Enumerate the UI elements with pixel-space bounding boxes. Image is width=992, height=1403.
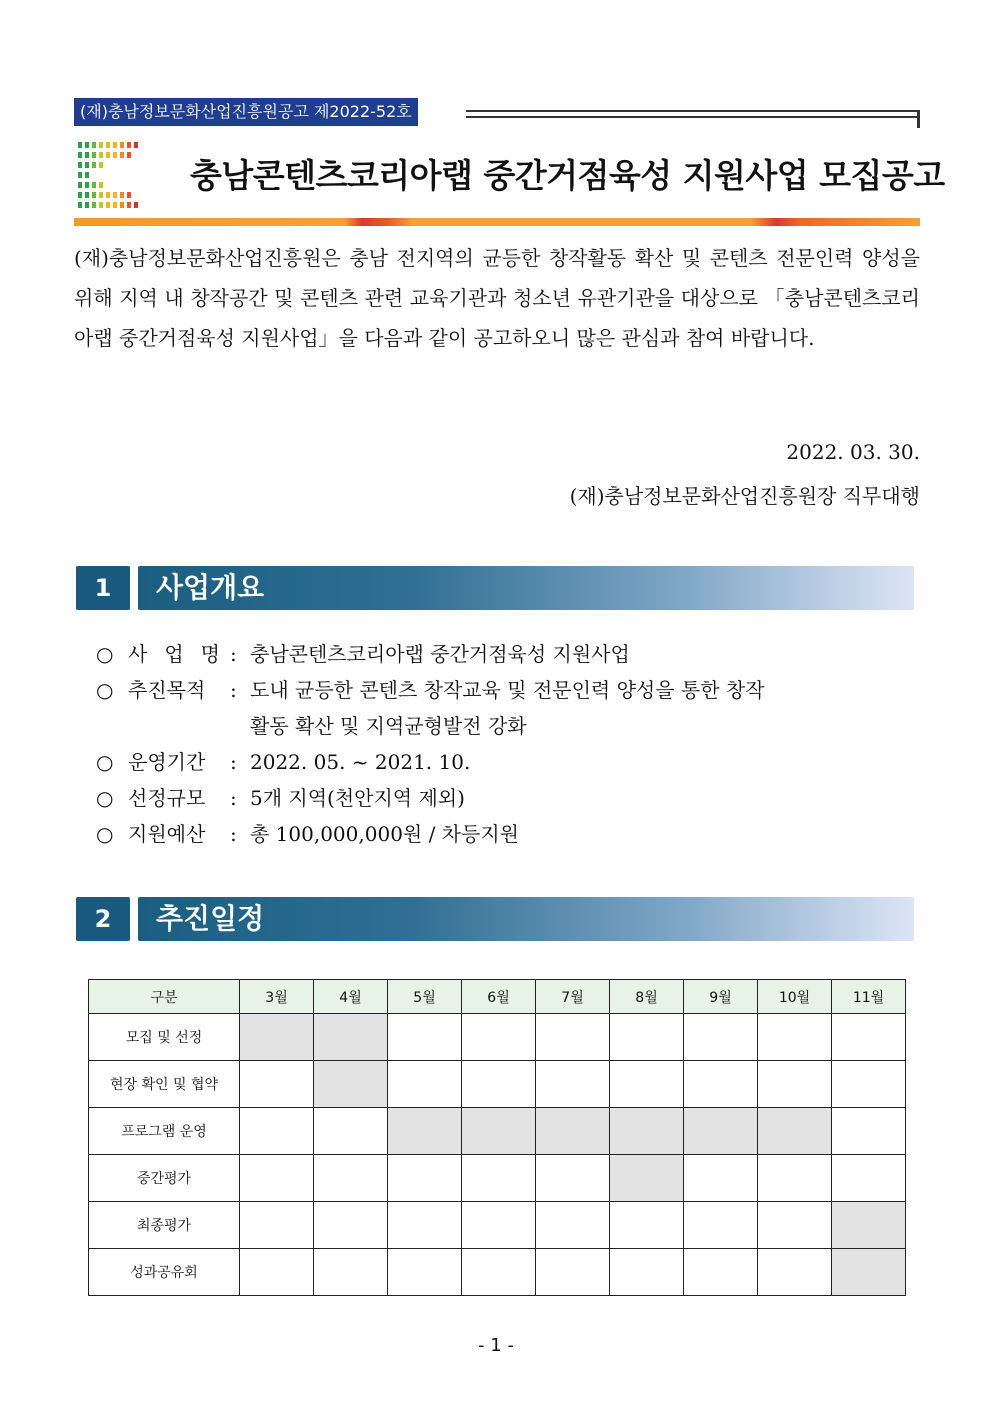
logo-dot	[120, 192, 124, 198]
section-title: 추진일정	[156, 902, 265, 935]
header-cell: 3월	[240, 980, 314, 1014]
organization-logo	[76, 140, 142, 210]
row-label: 현장 확인 및 협약	[89, 1061, 240, 1108]
item-value: 도내 균등한 콘텐츠 창작교육 및 전문인력 양성을 통한 창작	[250, 678, 765, 702]
schedule-cell-active	[314, 1061, 388, 1108]
schedule-cell	[462, 1249, 536, 1296]
logo-dot	[120, 142, 124, 148]
row-label: 성과공유회	[89, 1249, 240, 1296]
section-number: 2	[76, 897, 130, 941]
logo-dot	[85, 152, 89, 158]
logo-dot	[106, 152, 110, 158]
schedule-cell	[610, 1249, 684, 1296]
schedule-table	[88, 979, 906, 1296]
schedule-cell	[536, 1155, 610, 1202]
table-header-row	[89, 980, 906, 1014]
logo-dot	[92, 152, 96, 158]
schedule-cell-active	[240, 1014, 314, 1061]
bullet-icon: ○	[96, 786, 114, 810]
logo-dot	[120, 202, 124, 208]
schedule-cell	[832, 1061, 906, 1108]
item-label	[128, 816, 220, 852]
logo-dot	[127, 202, 131, 208]
schedule-cell	[832, 1155, 906, 1202]
logo-dot	[92, 182, 96, 188]
schedule-cell	[610, 1014, 684, 1061]
bullet-icon: ○	[96, 642, 114, 666]
schedule-cell-active	[462, 1108, 536, 1155]
schedule-cell-active	[684, 1108, 758, 1155]
logo-dot	[92, 192, 96, 198]
header-cell: 6월	[462, 980, 536, 1014]
logo-dot	[99, 202, 103, 208]
item-value-continued: 활동 확산 및 지역균형발전 강화	[250, 714, 527, 738]
schedule-cell	[536, 1061, 610, 1108]
schedule-cell	[388, 1202, 462, 1249]
schedule-cell	[684, 1014, 758, 1061]
item-colon: :	[230, 642, 237, 666]
schedule-cell-active	[314, 1014, 388, 1061]
table-row	[89, 1108, 906, 1155]
schedule-cell	[462, 1155, 536, 1202]
list-item	[96, 780, 916, 816]
schedule-cell	[240, 1249, 314, 1296]
notice-number: (재)충남정보문화산업진흥원공고 제2022-52호	[74, 98, 418, 126]
logo-dot	[127, 142, 131, 148]
schedule-cell	[314, 1249, 388, 1296]
table-row	[89, 1249, 906, 1296]
item-label-text: 지원예산	[128, 822, 206, 846]
schedule-cell	[388, 1014, 462, 1061]
item-label-text: 선정규모	[128, 786, 206, 810]
page-title: 충남콘텐츠코리아랩 중간거점육성 지원사업 모집공고	[190, 156, 945, 195]
item-label-text: 추진목적	[128, 678, 206, 702]
bullet-icon: ○	[96, 750, 114, 774]
schedule-cell-active	[610, 1155, 684, 1202]
schedule-cell	[684, 1249, 758, 1296]
title-underline	[74, 218, 920, 226]
section-header-overview	[76, 566, 914, 610]
list-item	[96, 744, 916, 780]
schedule-cell	[536, 1014, 610, 1061]
row-label: 중간평가	[89, 1155, 240, 1202]
table-row	[89, 1155, 906, 1202]
schedule-cell	[832, 1108, 906, 1155]
header-rule	[466, 110, 920, 112]
overview-list	[96, 636, 916, 852]
item-label-text: 운영기간	[128, 750, 206, 774]
header-cell: 9월	[684, 980, 758, 1014]
logo-dot	[78, 202, 82, 208]
logo-dot	[99, 142, 103, 148]
schedule-cell	[610, 1202, 684, 1249]
logo-dot	[85, 172, 89, 178]
schedule-cell	[758, 1249, 832, 1296]
logo-dot	[78, 172, 82, 178]
logo-dot	[99, 182, 103, 188]
schedule-cell	[684, 1155, 758, 1202]
schedule-cell	[462, 1014, 536, 1061]
list-item	[96, 816, 916, 852]
schedule-cell	[610, 1061, 684, 1108]
schedule-cell	[536, 1249, 610, 1296]
logo-dot	[99, 192, 103, 198]
header-rule-end	[917, 110, 920, 128]
logo-dot	[106, 142, 110, 148]
bullet-icon: ○	[96, 822, 114, 846]
list-item	[96, 636, 916, 672]
item-colon: :	[230, 750, 237, 774]
logo-dot	[99, 152, 103, 158]
schedule-cell	[758, 1155, 832, 1202]
section-title: 사업개요	[156, 571, 265, 604]
schedule-cell	[388, 1155, 462, 1202]
intro-paragraph: (재)충남정보문화산업진흥원은 충남 전지역의 균등한 창작활동 확산 및 콘텐츠 전문인력 양성을 위해 지역 내 창작공간 및 콘텐츠 관련 교육기관과 청소년 유관기관을 대상으로 「충남콘텐츠코리아랩 중간거점육성 지원사업」을 다음과 같이 공고하오니 많은 관심과 참여 바랍니다.	[74, 246, 920, 350]
logo-dot	[78, 182, 82, 188]
logo-dot	[106, 202, 110, 208]
logo-dot	[92, 142, 96, 148]
item-colon: :	[230, 786, 237, 810]
logo-dot	[78, 162, 82, 168]
schedule-cell-active	[832, 1249, 906, 1296]
header-cell: 8월	[610, 980, 684, 1014]
logo-dot	[113, 192, 117, 198]
header-cell: 4월	[314, 980, 388, 1014]
header-rule-secondary	[466, 116, 920, 118]
schedule-cell	[314, 1202, 388, 1249]
schedule-cell	[758, 1061, 832, 1108]
logo-dot	[120, 152, 124, 158]
schedule-cell	[684, 1061, 758, 1108]
bullet-icon: ○	[96, 678, 114, 702]
header-cell: 10월	[758, 980, 832, 1014]
logo-dot	[99, 162, 103, 168]
logo-dot	[134, 142, 138, 148]
schedule-cell	[758, 1202, 832, 1249]
row-label: 프로그램 운영	[89, 1108, 240, 1155]
item-label	[128, 780, 220, 816]
logo-dot	[78, 142, 82, 148]
schedule-cell	[240, 1155, 314, 1202]
schedule-cell-active	[758, 1108, 832, 1155]
schedule-cell	[240, 1108, 314, 1155]
table-row	[89, 1202, 906, 1249]
schedule-cell	[758, 1014, 832, 1061]
schedule-cell	[388, 1061, 462, 1108]
item-value: 충남콘텐츠코리아랩 중간거점육성 지원사업	[250, 642, 630, 666]
schedule-cell	[684, 1202, 758, 1249]
section-number: 1	[76, 566, 130, 610]
item-value: 총 100,000,000원 / 차등지원	[250, 822, 519, 846]
issuer: (재)충남정보문화산업진흥원장 직무대행	[569, 484, 920, 508]
logo-dot	[78, 192, 82, 198]
schedule-cell-active	[832, 1202, 906, 1249]
section-header-schedule	[76, 897, 914, 941]
logo-dot	[127, 192, 131, 198]
schedule-cell	[388, 1249, 462, 1296]
schedule-cell	[536, 1202, 610, 1249]
item-label	[128, 672, 220, 708]
header-cell: 구분	[89, 980, 240, 1014]
list-item-continuation	[96, 708, 916, 744]
schedule-cell	[832, 1014, 906, 1061]
schedule-cell	[240, 1202, 314, 1249]
logo-dot	[127, 152, 131, 158]
header-cell: 7월	[536, 980, 610, 1014]
header-cell: 11월	[832, 980, 906, 1014]
item-value: 2022. 05. ~ 2021. 10.	[250, 750, 471, 774]
logo-dot	[113, 152, 117, 158]
schedule-cell	[314, 1155, 388, 1202]
header-cell: 5월	[388, 980, 462, 1014]
schedule-cell-active	[536, 1108, 610, 1155]
schedule-cell	[240, 1061, 314, 1108]
logo-dot	[113, 142, 117, 148]
table-row	[89, 1014, 906, 1061]
list-item	[96, 672, 916, 708]
logo-dot	[85, 202, 89, 208]
logo-dot	[85, 162, 89, 168]
item-value: 5개 지역(천안지역 제외)	[250, 786, 465, 810]
item-label	[128, 636, 220, 672]
logo-dot	[78, 152, 82, 158]
schedule-cell	[462, 1061, 536, 1108]
item-label	[128, 744, 220, 780]
announcement-date: 2022. 03. 30.	[786, 440, 920, 464]
schedule-cell-active	[610, 1108, 684, 1155]
logo-dot	[113, 202, 117, 208]
logo-dot	[106, 192, 110, 198]
logo-dot	[134, 202, 138, 208]
logo-dot	[92, 202, 96, 208]
logo-dot	[92, 162, 96, 168]
page-number: - 1 -	[478, 1335, 514, 1356]
logo-dot	[85, 192, 89, 198]
logo-dot	[85, 142, 89, 148]
item-colon: :	[230, 678, 237, 702]
table-row	[89, 1061, 906, 1108]
item-label-text: 사 업 명	[128, 642, 220, 666]
row-label: 모집 및 선정	[89, 1014, 240, 1061]
item-colon: :	[230, 822, 237, 846]
schedule-cell-active	[388, 1108, 462, 1155]
schedule-cell	[462, 1202, 536, 1249]
schedule-cell	[314, 1108, 388, 1155]
logo-dot	[85, 182, 89, 188]
row-label: 최종평가	[89, 1202, 240, 1249]
